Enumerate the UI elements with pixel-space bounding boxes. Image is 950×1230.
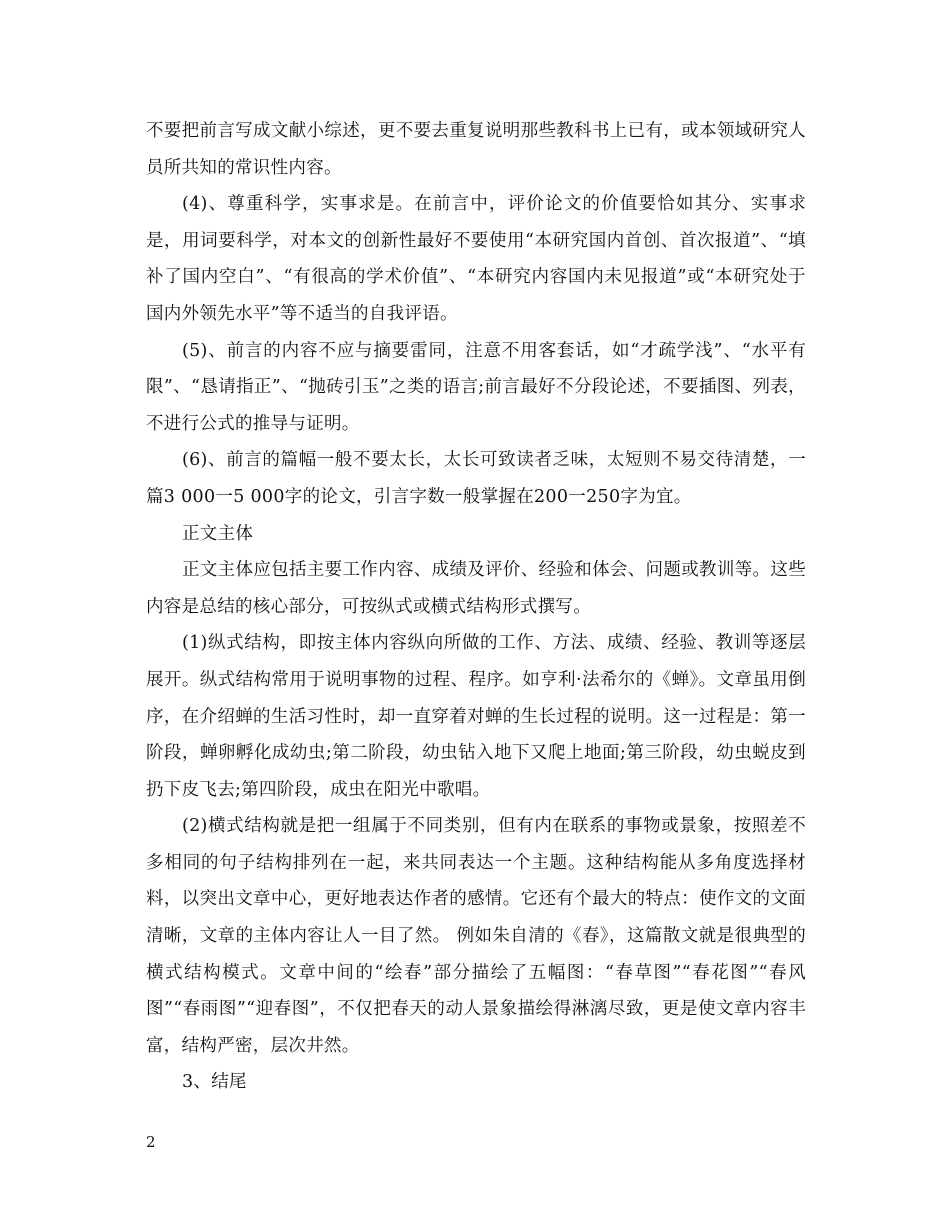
paragraph-horizontal-structure: (2)横式结构就是把一组属于不同类别，但有内在联系的事物或景象，按照差不多相同的句子结构排列在一起，来共同表达一个主题。这种结构能从多角度选择材料，以突出文章中心，更好地表达作者的感情。它还有个最大的特点：使作文的文面清晰，文章的主体内容让人一目了然。 例如朱自清的《春》，这篇散文就是很典型的横式结构模式。文章中间的“绘春”部分描绘了五幅图：“春草图”“春花图”“春风图”“春雨图”“迎春图”，不仅把春天的动人景象描绘得淋漓尽致，更是使文章内容丰富，结构严密，层次井然。: [146, 816, 806, 1056]
paragraph-main-body-intro: 正文主体应包括主要工作内容、成绩及评价、经验和体会、问题或教训等。这些内容是总结的核心部分，可按纵式或横式结构形式撰写。: [146, 560, 806, 617]
paragraph-vertical-structure: (1)纵式结构，即按主体内容纵向所做的工作、方法、成绩、经验、教训等逐层展开。纵式结构常用于说明事物的过程、程序。如亨利·法希尔的《蝉》。文章虽用倒序，在介绍蝉的生活习性时，却一直穿着对蝉的生长过程的说明。这一过程是：第一阶段，蝉卵孵化成幼虫;第二阶段，幼虫钻入地下又爬上地面;第三阶段，幼虫蜕皮到扔下皮飞去;第四阶段，成虫在阳光中歌唱。: [146, 633, 806, 800]
paragraph-continuation: 不要把前言写成文献小综述，更不要去重复说明那些教科书上已有，或本领域研究人员所共知的常识性内容。: [146, 121, 806, 178]
section-heading-ending: 3、结尾: [182, 1072, 247, 1093]
paragraph-point-5: (5)、前言的内容不应与摘要雷同，注意不用客套话，如“才疏学浅”、“水平有限”、“恳请指正”、“抛砖引玉”之类的语言;前言最好不分段论述，不要插图、列表，不进行公式的推导与证明。: [146, 340, 806, 434]
section-heading-main-body: 正文主体: [182, 523, 254, 544]
paragraph-point-6: (6)、前言的篇幅一般不要太长，太长可致读者乏味，太短则不易交待清楚，一篇3 000一5 000字的论文，引言字数一般掌握在200一250字为宜。: [146, 450, 806, 507]
page-number: 2: [146, 1133, 156, 1151]
paragraph-point-4: (4)、尊重科学，实事求是。在前言中，评价论文的价值要恰如其分、实事求是，用词要科学，对本文的创新性最好不要使用“本研究国内首创、首次报道”、“填补了国内空白”、“有很高的学术价值”、“本研究内容国内未见报道”或“本研究处于国内外领先水平”等不适当的自我评语。: [146, 194, 806, 324]
document-body: [146, 113, 806, 1101]
